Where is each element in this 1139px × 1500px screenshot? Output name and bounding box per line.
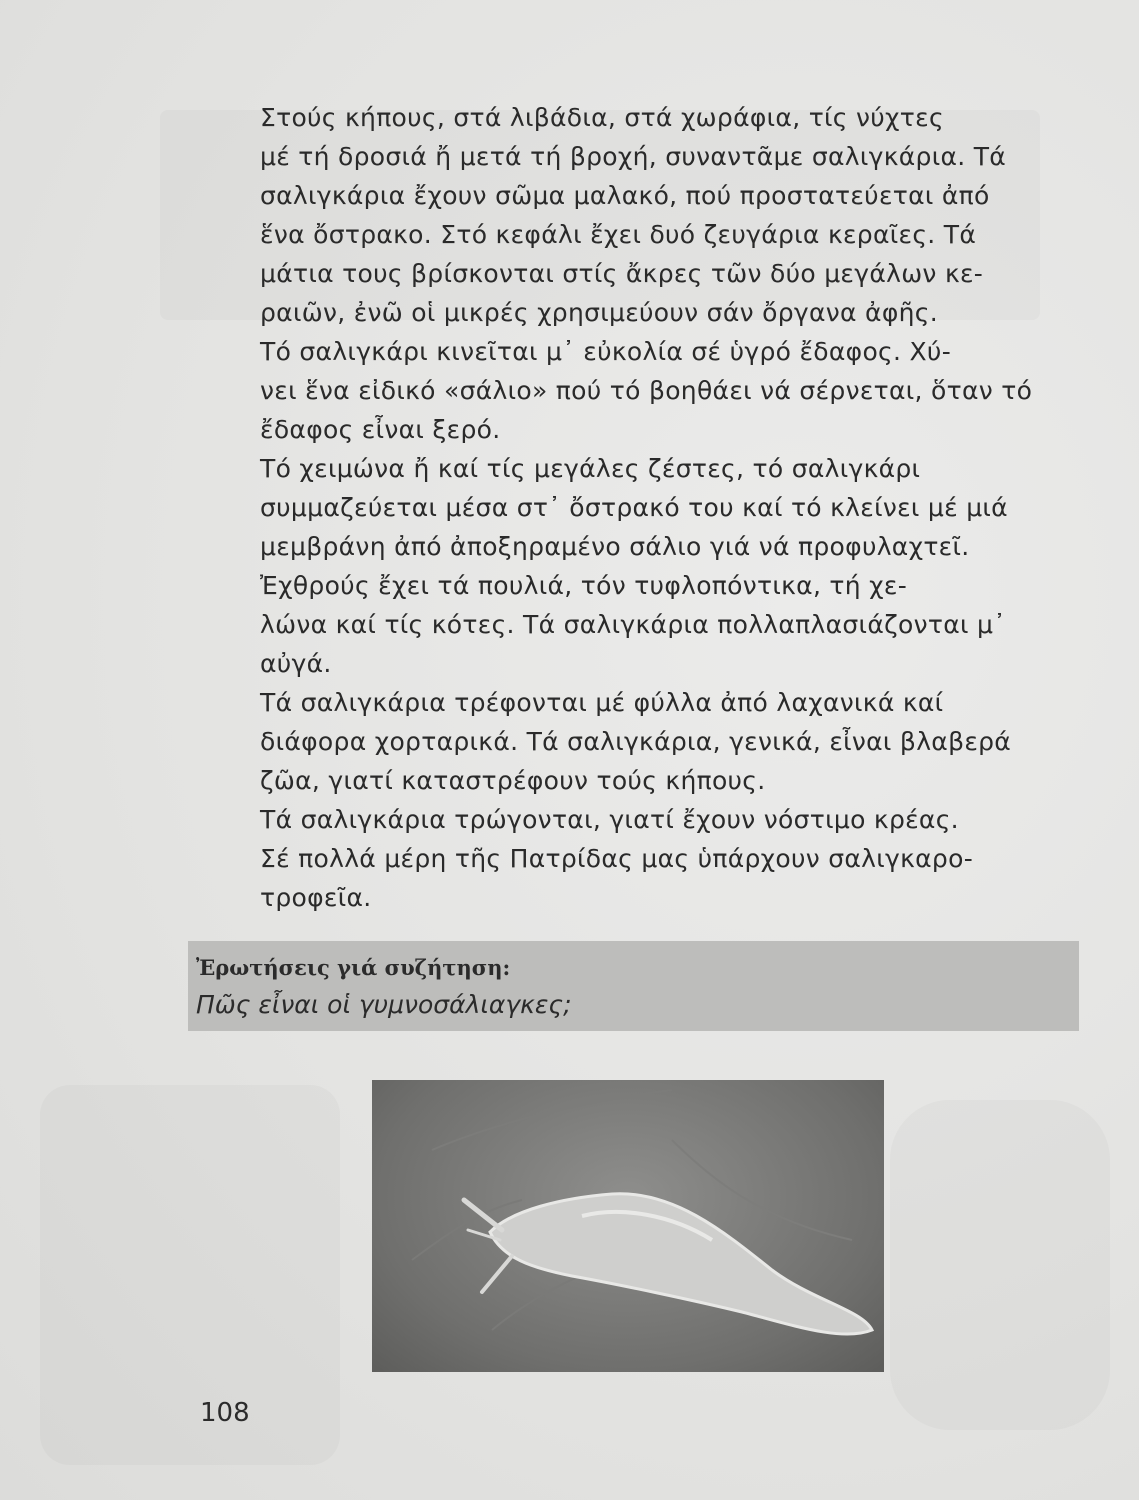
slug-illustration (372, 1080, 884, 1372)
text-line: μάτια τους βρίσκονται στίς ἄκρες τῶν δύο μεγάλων κε- (260, 259, 984, 288)
text-line: Ἐχθρούς ἔχει τά πουλιά, τόν τυφλοπόντικα, τή χε- (260, 571, 908, 600)
paragraph (192, 566, 1060, 683)
text-line: τροφεῖα. (260, 883, 372, 912)
paragraph (192, 332, 1060, 449)
text-line: Τά σαλιγκάρια τρώγονται, γιατί ἔχουν νόστιμο κρέας. (260, 805, 959, 834)
text-line: διάφορα χορταρικά. Τά σαλιγκάρια, γενικά, εἶναι βλαβερά (260, 727, 1012, 756)
discussion-heading: Ἐρωτήσεις γιά συζήτηση: (196, 955, 511, 980)
discussion-question: Πῶς εἶναι οἱ γυμνοσάλιαγκες; (196, 990, 572, 1019)
text-line: Τό σαλιγκάρι κινεῖται μ᾽ εὐκολία σέ ὑγρό ἔδαφος. Χύ- (260, 337, 952, 366)
text-line: ἕνα ὄστρακο. Στό κεφάλι ἔχει δυό ζευγάρια κεραῖες. Τά (260, 220, 977, 249)
slug-photo (372, 1080, 884, 1372)
text-line: Στούς κήπους, στά λιβάδια, στά χωράφια, τίς νύχτες (260, 103, 944, 132)
text-line: Τό χειμώνα ἤ καί τίς μεγάλες ζέστες, τό σαλιγκάρι (260, 454, 921, 483)
text-line: νει ἕνα εἰδικό «σάλιο» πού τό βοηθάει νά σέρνεται, ὅταν τό (260, 376, 1033, 405)
text-line: συμμαζεύεται μέσα στ᾽ ὄστρακό του καί τό κλείνει μέ μιά (260, 493, 1008, 522)
page-number: 108 (200, 1398, 250, 1428)
text-line: ζῶα, γιατί καταστρέφουν τούς κήπους. (260, 766, 766, 795)
text-line: μέ τή δροσιά ἤ μετά τή βροχή, συναντᾶμε σαλιγκάρια. Τά (260, 142, 1007, 171)
paragraph (192, 683, 1060, 800)
paragraph (192, 98, 1060, 332)
bleed-through-shape (40, 1085, 340, 1465)
text-line: ἔδαφος εἶναι ξερό. (260, 415, 501, 444)
text-line: αὐγά. (260, 649, 332, 678)
bleed-through-shape (890, 1100, 1110, 1430)
paragraph (192, 800, 1060, 917)
text-line: Σέ πολλά μέρη τῆς Πατρίδας μας ὑπάρχουν σαλιγκαρο- (260, 844, 974, 873)
text-line: ραιῶν, ἐνῶ οἱ μικρές χρησιμεύουν σάν ὄργανα ἀφῆς. (260, 298, 938, 327)
text-line: Τά σαλιγκάρια τρέφονται μέ φύλλα ἀπό λαχανικά καί (260, 688, 944, 717)
paragraph (192, 449, 1060, 566)
text-line: λώνα καί τίς κότες. Τά σαλιγκάρια πολλαπλασιάζονται μ᾽ (260, 610, 1006, 639)
text-line: μεμβράνη ἀπό ἀποξηραμένο σάλιο γιά νά προφυλαχτεῖ. (260, 532, 970, 561)
body-text (192, 98, 1060, 917)
text-line: σαλιγκάρια ἔχουν σῶμα μαλακό, πού προστατεύεται ἀπό (260, 181, 990, 210)
